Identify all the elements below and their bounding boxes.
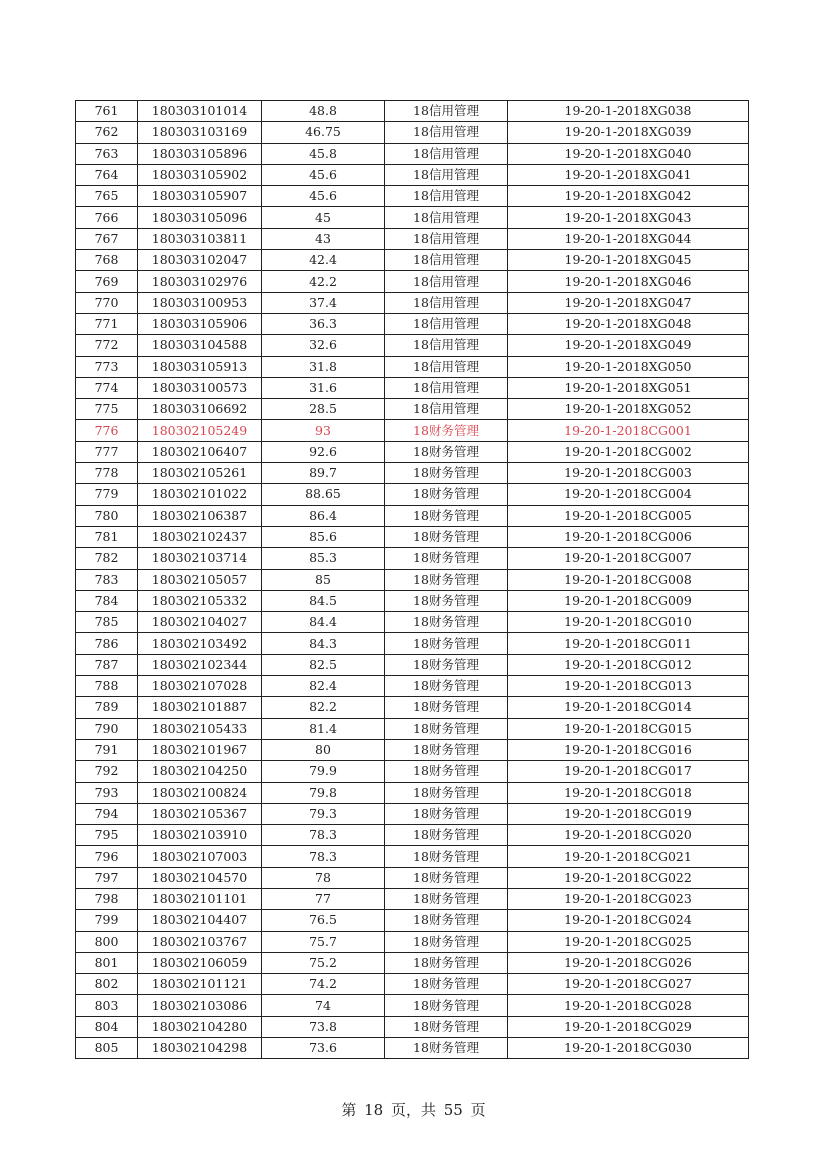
class-name-cell: 18信用管理 xyxy=(385,313,508,334)
row-number-cell: 800 xyxy=(76,931,138,952)
student-id-cell: 180302105261 xyxy=(138,463,262,484)
certificate-code-cell: 19-20-1-2018CG022 xyxy=(508,867,749,888)
table-row xyxy=(76,782,749,803)
score-cell: 73.8 xyxy=(262,1016,385,1037)
row-number-cell: 779 xyxy=(76,484,138,505)
student-id-cell: 180302101101 xyxy=(138,888,262,909)
table-row xyxy=(76,463,749,484)
score-table-body xyxy=(76,101,749,1059)
score-cell: 45 xyxy=(262,207,385,228)
class-name-cell: 18财务管理 xyxy=(385,697,508,718)
class-name-cell: 18财务管理 xyxy=(385,952,508,973)
certificate-code-cell: 19-20-1-2018CG018 xyxy=(508,782,749,803)
table-row xyxy=(76,548,749,569)
student-id-cell: 180303105906 xyxy=(138,313,262,334)
class-name-cell: 18财务管理 xyxy=(385,441,508,462)
table-row-highlighted xyxy=(76,420,749,441)
row-number-cell: 771 xyxy=(76,313,138,334)
score-cell: 84.5 xyxy=(262,590,385,611)
row-number-cell: 788 xyxy=(76,676,138,697)
score-cell: 78.3 xyxy=(262,846,385,867)
table-row xyxy=(76,441,749,462)
student-id-cell: 180302107003 xyxy=(138,846,262,867)
table-row xyxy=(76,164,749,185)
student-id-cell: 180302105057 xyxy=(138,569,262,590)
table-row xyxy=(76,122,749,143)
score-cell: 88.65 xyxy=(262,484,385,505)
class-name-cell: 18信用管理 xyxy=(385,271,508,292)
class-name-cell: 18财务管理 xyxy=(385,974,508,995)
row-number-cell: 799 xyxy=(76,910,138,931)
table-row xyxy=(76,101,749,122)
student-id-cell: 180302104298 xyxy=(138,1038,262,1059)
row-number-cell: 802 xyxy=(76,974,138,995)
student-id-cell: 180303102976 xyxy=(138,271,262,292)
certificate-code-cell: 19-20-1-2018XG051 xyxy=(508,377,749,398)
row-number-cell: 764 xyxy=(76,164,138,185)
certificate-code-cell: 19-20-1-2018XG044 xyxy=(508,228,749,249)
student-id-cell: 180303100573 xyxy=(138,377,262,398)
table-row xyxy=(76,377,749,398)
class-name-cell: 18信用管理 xyxy=(385,164,508,185)
class-name-cell: 18财务管理 xyxy=(385,654,508,675)
class-name-cell: 18财务管理 xyxy=(385,931,508,952)
row-number-cell: 783 xyxy=(76,569,138,590)
certificate-code-cell: 19-20-1-2018CG019 xyxy=(508,803,749,824)
score-cell: 77 xyxy=(262,888,385,909)
score-cell: 31.6 xyxy=(262,377,385,398)
certificate-code-cell: 19-20-1-2018CG017 xyxy=(508,761,749,782)
score-cell: 73.6 xyxy=(262,1038,385,1059)
student-id-cell: 180302104570 xyxy=(138,867,262,888)
student-id-cell: 180302103492 xyxy=(138,633,262,654)
class-name-cell: 18财务管理 xyxy=(385,825,508,846)
score-cell: 46.75 xyxy=(262,122,385,143)
certificate-code-cell: 19-20-1-2018XG045 xyxy=(508,250,749,271)
student-id-cell: 180302106407 xyxy=(138,441,262,462)
score-cell: 79.9 xyxy=(262,761,385,782)
row-number-cell: 801 xyxy=(76,952,138,973)
score-cell: 74 xyxy=(262,995,385,1016)
certificate-code-cell: 19-20-1-2018XG041 xyxy=(508,164,749,185)
student-id-cell: 180303100953 xyxy=(138,292,262,313)
table-row xyxy=(76,654,749,675)
table-row xyxy=(76,633,749,654)
row-number-cell: 780 xyxy=(76,505,138,526)
class-name-cell: 18信用管理 xyxy=(385,399,508,420)
score-cell: 28.5 xyxy=(262,399,385,420)
table-row xyxy=(76,590,749,611)
score-cell: 75.7 xyxy=(262,931,385,952)
certificate-code-cell: 19-20-1-2018XG039 xyxy=(508,122,749,143)
table-row xyxy=(76,505,749,526)
row-number-cell: 763 xyxy=(76,143,138,164)
score-cell: 74.2 xyxy=(262,974,385,995)
student-id-cell: 180302103910 xyxy=(138,825,262,846)
row-number-cell: 785 xyxy=(76,612,138,633)
class-name-cell: 18财务管理 xyxy=(385,888,508,909)
row-number-cell: 774 xyxy=(76,377,138,398)
student-id-cell: 180302107028 xyxy=(138,676,262,697)
score-cell: 45.6 xyxy=(262,164,385,185)
certificate-code-cell: 19-20-1-2018CG023 xyxy=(508,888,749,909)
certificate-code-cell: 19-20-1-2018XG040 xyxy=(508,143,749,164)
certificate-code-cell: 19-20-1-2018CG007 xyxy=(508,548,749,569)
certificate-code-cell: 19-20-1-2018CG001 xyxy=(508,420,749,441)
row-number-cell: 778 xyxy=(76,463,138,484)
certificate-code-cell: 19-20-1-2018XG043 xyxy=(508,207,749,228)
class-name-cell: 18财务管理 xyxy=(385,1016,508,1037)
class-name-cell: 18财务管理 xyxy=(385,867,508,888)
class-name-cell: 18财务管理 xyxy=(385,910,508,931)
score-cell: 48.8 xyxy=(262,101,385,122)
row-number-cell: 792 xyxy=(76,761,138,782)
class-name-cell: 18信用管理 xyxy=(385,207,508,228)
student-id-cell: 180302106387 xyxy=(138,505,262,526)
class-name-cell: 18财务管理 xyxy=(385,569,508,590)
class-name-cell: 18财务管理 xyxy=(385,846,508,867)
row-number-cell: 777 xyxy=(76,441,138,462)
table-row xyxy=(76,910,749,931)
student-id-cell: 180302101022 xyxy=(138,484,262,505)
student-id-cell: 180302104250 xyxy=(138,761,262,782)
row-number-cell: 804 xyxy=(76,1016,138,1037)
class-name-cell: 18财务管理 xyxy=(385,526,508,547)
class-name-cell: 18信用管理 xyxy=(385,377,508,398)
score-cell: 75.2 xyxy=(262,952,385,973)
row-number-cell: 784 xyxy=(76,590,138,611)
row-number-cell: 769 xyxy=(76,271,138,292)
row-number-cell: 793 xyxy=(76,782,138,803)
certificate-code-cell: 19-20-1-2018CG012 xyxy=(508,654,749,675)
class-name-cell: 18信用管理 xyxy=(385,101,508,122)
student-id-cell: 180303103169 xyxy=(138,122,262,143)
student-id-cell: 180303105896 xyxy=(138,143,262,164)
score-cell: 37.4 xyxy=(262,292,385,313)
row-number-cell: 795 xyxy=(76,825,138,846)
score-cell: 31.8 xyxy=(262,356,385,377)
student-id-cell: 180303104588 xyxy=(138,335,262,356)
class-name-cell: 18财务管理 xyxy=(385,718,508,739)
score-cell: 36.3 xyxy=(262,313,385,334)
student-id-cell: 180303105096 xyxy=(138,207,262,228)
class-name-cell: 18财务管理 xyxy=(385,484,508,505)
certificate-code-cell: 19-20-1-2018XG049 xyxy=(508,335,749,356)
student-id-cell: 180303102047 xyxy=(138,250,262,271)
row-number-cell: 791 xyxy=(76,739,138,760)
certificate-code-cell: 19-20-1-2018CG026 xyxy=(508,952,749,973)
table-row xyxy=(76,250,749,271)
score-cell: 80 xyxy=(262,739,385,760)
row-number-cell: 776 xyxy=(76,420,138,441)
student-id-cell: 180303101014 xyxy=(138,101,262,122)
student-id-cell: 180302104407 xyxy=(138,910,262,931)
certificate-code-cell: 19-20-1-2018CG010 xyxy=(508,612,749,633)
table-row xyxy=(76,292,749,313)
table-row xyxy=(76,271,749,292)
score-cell: 82.5 xyxy=(262,654,385,675)
certificate-code-cell: 19-20-1-2018XG042 xyxy=(508,186,749,207)
certificate-code-cell: 19-20-1-2018CG025 xyxy=(508,931,749,952)
certificate-code-cell: 19-20-1-2018CG011 xyxy=(508,633,749,654)
certificate-code-cell: 19-20-1-2018CG029 xyxy=(508,1016,749,1037)
certificate-code-cell: 19-20-1-2018CG030 xyxy=(508,1038,749,1059)
student-id-cell: 180302106059 xyxy=(138,952,262,973)
certificate-code-cell: 19-20-1-2018CG005 xyxy=(508,505,749,526)
student-id-cell: 180303105902 xyxy=(138,164,262,185)
certificate-code-cell: 19-20-1-2018CG020 xyxy=(508,825,749,846)
table-row xyxy=(76,356,749,377)
table-row xyxy=(76,846,749,867)
student-id-cell: 180302101121 xyxy=(138,974,262,995)
score-cell: 78.3 xyxy=(262,825,385,846)
certificate-code-cell: 19-20-1-2018CG016 xyxy=(508,739,749,760)
certificate-code-cell: 19-20-1-2018CG008 xyxy=(508,569,749,590)
class-name-cell: 18财务管理 xyxy=(385,548,508,569)
table-row xyxy=(76,207,749,228)
score-cell: 85.3 xyxy=(262,548,385,569)
class-name-cell: 18信用管理 xyxy=(385,186,508,207)
student-id-cell: 180302101887 xyxy=(138,697,262,718)
score-cell: 82.4 xyxy=(262,676,385,697)
row-number-cell: 794 xyxy=(76,803,138,824)
student-id-cell: 180302105332 xyxy=(138,590,262,611)
student-id-cell: 180302100824 xyxy=(138,782,262,803)
student-id-cell: 180302104027 xyxy=(138,612,262,633)
class-name-cell: 18财务管理 xyxy=(385,463,508,484)
certificate-code-cell: 19-20-1-2018XG048 xyxy=(508,313,749,334)
certificate-code-cell: 19-20-1-2018CG006 xyxy=(508,526,749,547)
row-number-cell: 787 xyxy=(76,654,138,675)
table-row xyxy=(76,718,749,739)
certificate-code-cell: 19-20-1-2018CG014 xyxy=(508,697,749,718)
table-row xyxy=(76,228,749,249)
class-name-cell: 18信用管理 xyxy=(385,250,508,271)
row-number-cell: 782 xyxy=(76,548,138,569)
score-cell: 81.4 xyxy=(262,718,385,739)
table-row xyxy=(76,335,749,356)
table-row xyxy=(76,526,749,547)
row-number-cell: 761 xyxy=(76,101,138,122)
table-row xyxy=(76,995,749,1016)
row-number-cell: 805 xyxy=(76,1038,138,1059)
class-name-cell: 18信用管理 xyxy=(385,228,508,249)
table-row xyxy=(76,974,749,995)
row-number-cell: 786 xyxy=(76,633,138,654)
class-name-cell: 18财务管理 xyxy=(385,676,508,697)
student-id-cell: 180302103714 xyxy=(138,548,262,569)
score-cell: 84.4 xyxy=(262,612,385,633)
table-row xyxy=(76,761,749,782)
score-cell: 32.6 xyxy=(262,335,385,356)
certificate-code-cell: 19-20-1-2018CG028 xyxy=(508,995,749,1016)
class-name-cell: 18财务管理 xyxy=(385,633,508,654)
table-row xyxy=(76,569,749,590)
score-cell: 85.6 xyxy=(262,526,385,547)
student-id-cell: 180302103767 xyxy=(138,931,262,952)
certificate-code-cell: 19-20-1-2018XG038 xyxy=(508,101,749,122)
certificate-code-cell: 19-20-1-2018CG013 xyxy=(508,676,749,697)
row-number-cell: 790 xyxy=(76,718,138,739)
score-cell: 82.2 xyxy=(262,697,385,718)
score-cell: 84.3 xyxy=(262,633,385,654)
student-id-cell: 180303105913 xyxy=(138,356,262,377)
table-row xyxy=(76,888,749,909)
table-row xyxy=(76,803,749,824)
student-id-cell: 180302101967 xyxy=(138,739,262,760)
table-row xyxy=(76,867,749,888)
row-number-cell: 762 xyxy=(76,122,138,143)
class-name-cell: 18信用管理 xyxy=(385,143,508,164)
class-name-cell: 18信用管理 xyxy=(385,122,508,143)
student-id-cell: 180303103811 xyxy=(138,228,262,249)
score-cell: 92.6 xyxy=(262,441,385,462)
score-cell: 79.8 xyxy=(262,782,385,803)
class-name-cell: 18财务管理 xyxy=(385,590,508,611)
row-number-cell: 803 xyxy=(76,995,138,1016)
certificate-code-cell: 19-20-1-2018CG015 xyxy=(508,718,749,739)
row-number-cell: 772 xyxy=(76,335,138,356)
class-name-cell: 18财务管理 xyxy=(385,761,508,782)
score-cell: 45.6 xyxy=(262,186,385,207)
certificate-code-cell: 19-20-1-2018CG024 xyxy=(508,910,749,931)
row-number-cell: 789 xyxy=(76,697,138,718)
student-id-cell: 180303105907 xyxy=(138,186,262,207)
certificate-code-cell: 19-20-1-2018CG021 xyxy=(508,846,749,867)
table-row xyxy=(76,739,749,760)
table-row xyxy=(76,1038,749,1059)
class-name-cell: 18财务管理 xyxy=(385,782,508,803)
student-id-cell: 180302105249 xyxy=(138,420,262,441)
table-row xyxy=(76,612,749,633)
row-number-cell: 766 xyxy=(76,207,138,228)
page-footer: 第 18 页，共 55 页 xyxy=(341,1101,486,1119)
row-number-cell: 797 xyxy=(76,867,138,888)
table-row xyxy=(76,399,749,420)
row-number-cell: 796 xyxy=(76,846,138,867)
table-row xyxy=(76,313,749,334)
certificate-code-cell: 19-20-1-2018CG003 xyxy=(508,463,749,484)
class-name-cell: 18财务管理 xyxy=(385,420,508,441)
certificate-code-cell: 19-20-1-2018CG002 xyxy=(508,441,749,462)
class-name-cell: 18信用管理 xyxy=(385,292,508,313)
table-row xyxy=(76,676,749,697)
class-name-cell: 18财务管理 xyxy=(385,803,508,824)
class-name-cell: 18信用管理 xyxy=(385,335,508,356)
student-id-cell: 180303106692 xyxy=(138,399,262,420)
score-cell: 43 xyxy=(262,228,385,249)
row-number-cell: 767 xyxy=(76,228,138,249)
certificate-code-cell: 19-20-1-2018XG050 xyxy=(508,356,749,377)
class-name-cell: 18信用管理 xyxy=(385,356,508,377)
row-number-cell: 775 xyxy=(76,399,138,420)
class-name-cell: 18财务管理 xyxy=(385,739,508,760)
score-cell: 79.3 xyxy=(262,803,385,824)
student-id-cell: 180302104280 xyxy=(138,1016,262,1037)
score-cell: 45.8 xyxy=(262,143,385,164)
student-id-cell: 180302105367 xyxy=(138,803,262,824)
table-row xyxy=(76,1016,749,1037)
student-id-cell: 180302105433 xyxy=(138,718,262,739)
table-row xyxy=(76,952,749,973)
table-row xyxy=(76,697,749,718)
certificate-code-cell: 19-20-1-2018XG047 xyxy=(508,292,749,313)
score-cell: 42.4 xyxy=(262,250,385,271)
table-row xyxy=(76,931,749,952)
table-row xyxy=(76,143,749,164)
score-cell: 42.2 xyxy=(262,271,385,292)
score-cell: 78 xyxy=(262,867,385,888)
certificate-code-cell: 19-20-1-2018CG027 xyxy=(508,974,749,995)
row-number-cell: 768 xyxy=(76,250,138,271)
class-name-cell: 18财务管理 xyxy=(385,612,508,633)
score-cell: 93 xyxy=(262,420,385,441)
table-row xyxy=(76,825,749,846)
row-number-cell: 770 xyxy=(76,292,138,313)
score-cell: 76.5 xyxy=(262,910,385,931)
score-cell: 86.4 xyxy=(262,505,385,526)
class-name-cell: 18财务管理 xyxy=(385,1038,508,1059)
class-name-cell: 18财务管理 xyxy=(385,505,508,526)
score-cell: 89.7 xyxy=(262,463,385,484)
table-row xyxy=(76,186,749,207)
student-id-cell: 180302102344 xyxy=(138,654,262,675)
certificate-code-cell: 19-20-1-2018CG009 xyxy=(508,590,749,611)
score-table xyxy=(75,100,749,1059)
score-cell: 85 xyxy=(262,569,385,590)
row-number-cell: 765 xyxy=(76,186,138,207)
row-number-cell: 781 xyxy=(76,526,138,547)
class-name-cell: 18财务管理 xyxy=(385,995,508,1016)
certificate-code-cell: 19-20-1-2018CG004 xyxy=(508,484,749,505)
student-id-cell: 180302103086 xyxy=(138,995,262,1016)
row-number-cell: 798 xyxy=(76,888,138,909)
table-row xyxy=(76,484,749,505)
certificate-code-cell: 19-20-1-2018XG046 xyxy=(508,271,749,292)
row-number-cell: 773 xyxy=(76,356,138,377)
student-id-cell: 180302102437 xyxy=(138,526,262,547)
certificate-code-cell: 19-20-1-2018XG052 xyxy=(508,399,749,420)
